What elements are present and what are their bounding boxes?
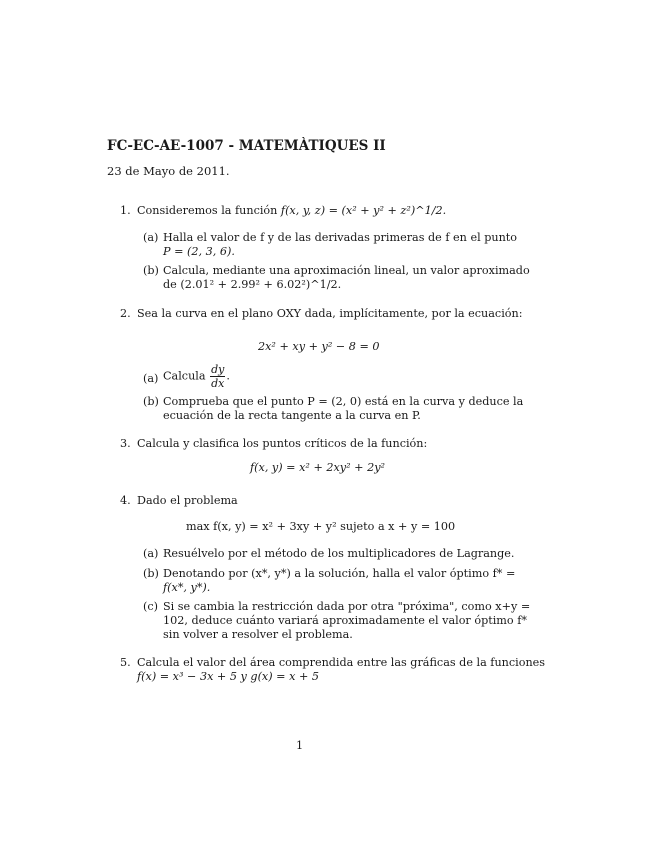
problem-4-number: 4. [120, 494, 131, 507]
problem-4b-line-2: f(x*, y*). [163, 581, 211, 594]
fraction-numerator: dy [211, 363, 225, 376]
problem-5-number: 5. [120, 656, 131, 669]
problem-5-line-1: Calcula el valor del área comprendida entre las gráficas de la funciones [137, 656, 546, 669]
problem-4b-line-1: Denotando por (x*, y*) a la solución, halla el valor óptimo f* = [163, 567, 516, 580]
problem-1b-line-2: de (2.01² + 2.99² + 6.02²)^1/2. [163, 278, 342, 291]
problem-2b-line-1: Comprueba que el punto P = (2, 0) está en la curva y deduce la [163, 395, 524, 408]
problem-1b-label: (b) [143, 264, 159, 277]
problem-2b-line-2: ecuación de la recta tangente a la curva en P. [163, 409, 421, 422]
problem-2-text: Sea la curva en el plano OXY dada, implícitamente, por la ecuación: [137, 307, 523, 320]
problem-1b-line-1: Calcula, mediante una aproximación lineal, un valor aproximado [163, 264, 530, 277]
problem-3-text: Calcula y clasifica los puntos críticos de la función: [137, 437, 428, 450]
problem-2a-content: Calcula $\frac{dy}{dx}$ . [163, 363, 230, 390]
problem-2a-label: (a) [143, 372, 159, 385]
problem-4-equation: max f(x, y) = x² + 3xy + y² sujeto a x + y = 100 [186, 520, 456, 533]
problem-1-text: Consideremos la función [137, 204, 278, 217]
page-number: 1 [296, 739, 304, 752]
problem-4a-label: (a) [143, 547, 159, 560]
problem-3-equation: f(x, y) = x² + 2xy² + 2y² [250, 461, 386, 474]
problem-4a-line-1: Resuélvelo por el método de los multiplicadores de Lagrange. [163, 547, 515, 560]
problem-3-number: 3. [120, 437, 131, 450]
problem-4c-line-3: sin volver a resolver el problema. [163, 628, 353, 641]
problem-4c-line-2: 102, deduce cuánto variará aproximadamente el valor óptimo f* [163, 614, 527, 627]
problem-1a-line-1: Halla el valor de f y de las derivadas primeras de f en el punto [163, 231, 518, 244]
problem-1-formula: f(x, y, z) = (x² + y² + z²)^1/2. [280, 204, 447, 217]
problem-2b-label: (b) [143, 395, 159, 408]
exam-date: 23 de Mayo de 2011. [107, 164, 230, 178]
problem-5-line-2: f(x) = x³ − 3x + 5 y g(x) = x + 5 [137, 670, 320, 683]
problem-1a-line-2: P = (2, 3, 6). [163, 245, 235, 258]
problem-4b-label: (b) [143, 567, 159, 580]
exam-title: FC-EC-AE-1007 - MATEMÀTIQUES II [107, 138, 386, 154]
problem-4c-line-1: Si se cambia la restricción dada por otra "próxima", como x+y = [163, 600, 531, 613]
problem-2-equation: 2x² + xy + y² − 8 = 0 [258, 340, 380, 353]
problem-1-statement [137, 204, 446, 218]
fraction-denominator: dx [211, 377, 225, 390]
problem-1a-label: (a) [143, 231, 159, 244]
problem-2a-text: Calcula [163, 369, 206, 383]
problem-4c-label: (c) [143, 600, 158, 613]
dy-dx-fraction [210, 363, 225, 390]
problem-4-text: Dado el problema [137, 494, 238, 507]
problem-1-number: 1. [120, 204, 131, 217]
problem-2-number: 2. [120, 307, 131, 320]
